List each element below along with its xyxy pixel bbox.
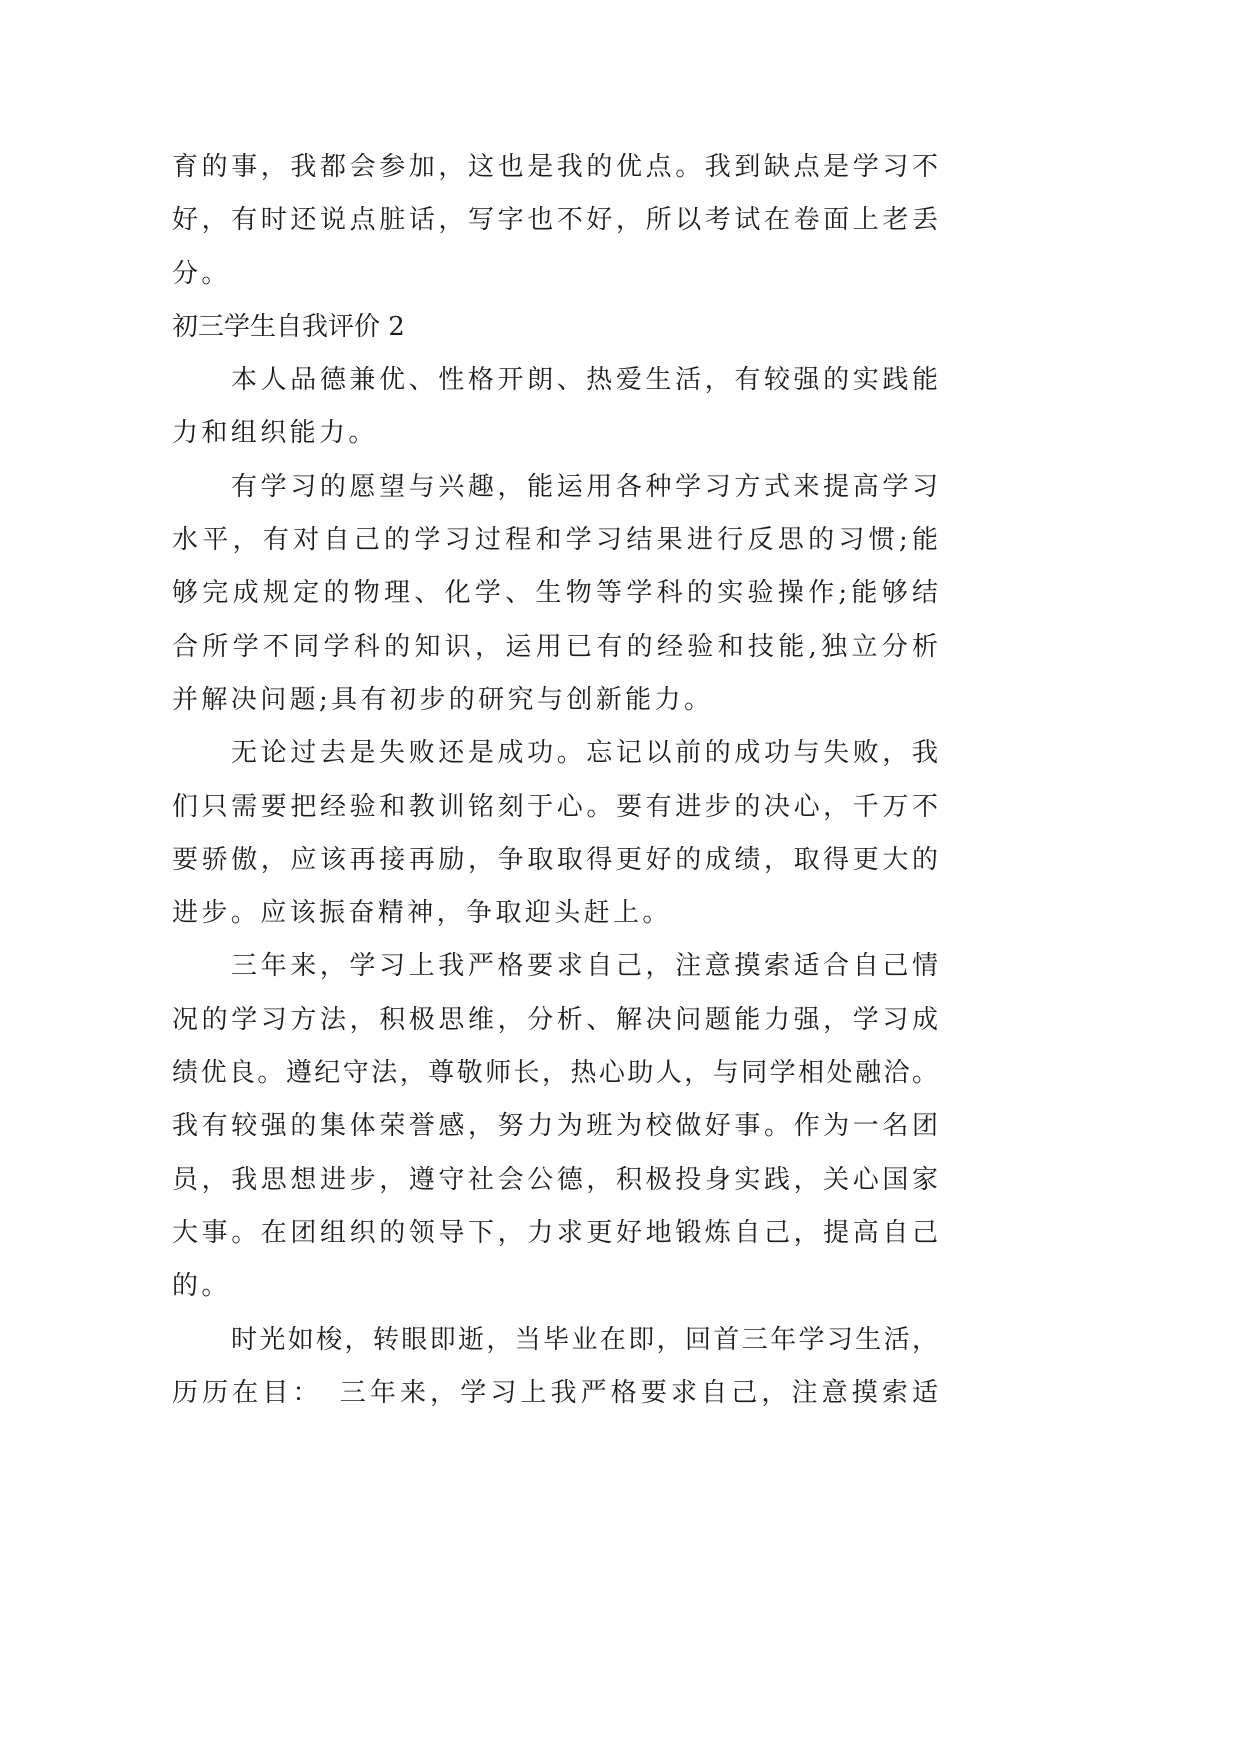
- text-line: 好，有时还说点脏话，写字也不好，所以考试在卷面上老丢: [172, 205, 938, 236]
- text-line: 进步。应该振奋精神，争取迎头赶上。: [172, 898, 672, 929]
- document-body: [172, 141, 938, 1420]
- paragraph-5: [172, 1314, 938, 1421]
- text-line: 够完成规定的物理、化学、生物等学科的实验操作;能够结: [172, 578, 938, 609]
- text-line: 三年来，学习上我严格要求自己，注意摸索适合自己情: [231, 951, 938, 982]
- text-line: 本人品德兼优、性格开朗、热爱生活，有较强的实践能: [231, 365, 938, 396]
- text-line: 育的事，我都会参加，这也是我的优点。我到缺点是学习不: [172, 152, 938, 182]
- text-line: 我有较强的集体荣誉感，努力为班为校做好事。作为一名团: [172, 1111, 938, 1142]
- text-line: 况的学习方法，积极思维，分析、解决问题能力强，学习成: [172, 1004, 938, 1035]
- section-title: 初三学生自我评价 2: [172, 311, 405, 342]
- text-line: 们只需要把经验和教训铭刻于心。要有进步的决心，千万不: [172, 791, 938, 822]
- text-line: 并解决问题;具有初步的研究与创新能力。: [172, 684, 714, 715]
- paragraph-1: [172, 354, 938, 461]
- paragraph-3: [172, 727, 938, 940]
- text-line: 员，我思想进步，遵守社会公德，积极投身实践，关心国家: [172, 1164, 938, 1195]
- text-line: 水平，有对自己的学习过程和学习结果进行反思的习惯;能: [172, 525, 938, 556]
- paragraph-4: [172, 940, 938, 1313]
- text-line: 合所学不同学科的知识，运用已有的经验和技能,独立分析: [172, 631, 938, 662]
- text-line: 的。: [172, 1271, 231, 1302]
- text-line: 大事。在团组织的领导下，力求更好地锻炼自己，提高自己: [172, 1217, 938, 1248]
- text-line: 无论过去是失败还是成功。忘记以前的成功与失败，我: [231, 738, 938, 769]
- text-line: 历历在目： 三年来，学习上我严格要求自己，注意摸索适: [172, 1377, 938, 1408]
- text-line: 分。: [172, 258, 231, 289]
- text-line: 力和组织能力。: [172, 418, 378, 449]
- text-line: 有学习的愿望与兴趣，能运用各种学习方式来提高学习: [231, 471, 938, 502]
- text-line: 时光如梭，转眼即逝，当毕业在即，回首三年学习生活，: [231, 1324, 938, 1355]
- text-line: 绩优良。遵纪守法，尊敬师长，热心助人，与同学相处融洽。: [172, 1058, 938, 1089]
- text-line: 要骄傲，应该再接再励，争取取得更好的成绩，取得更大的: [172, 844, 938, 875]
- paragraph-continued: [172, 141, 938, 301]
- paragraph-2: [172, 461, 938, 727]
